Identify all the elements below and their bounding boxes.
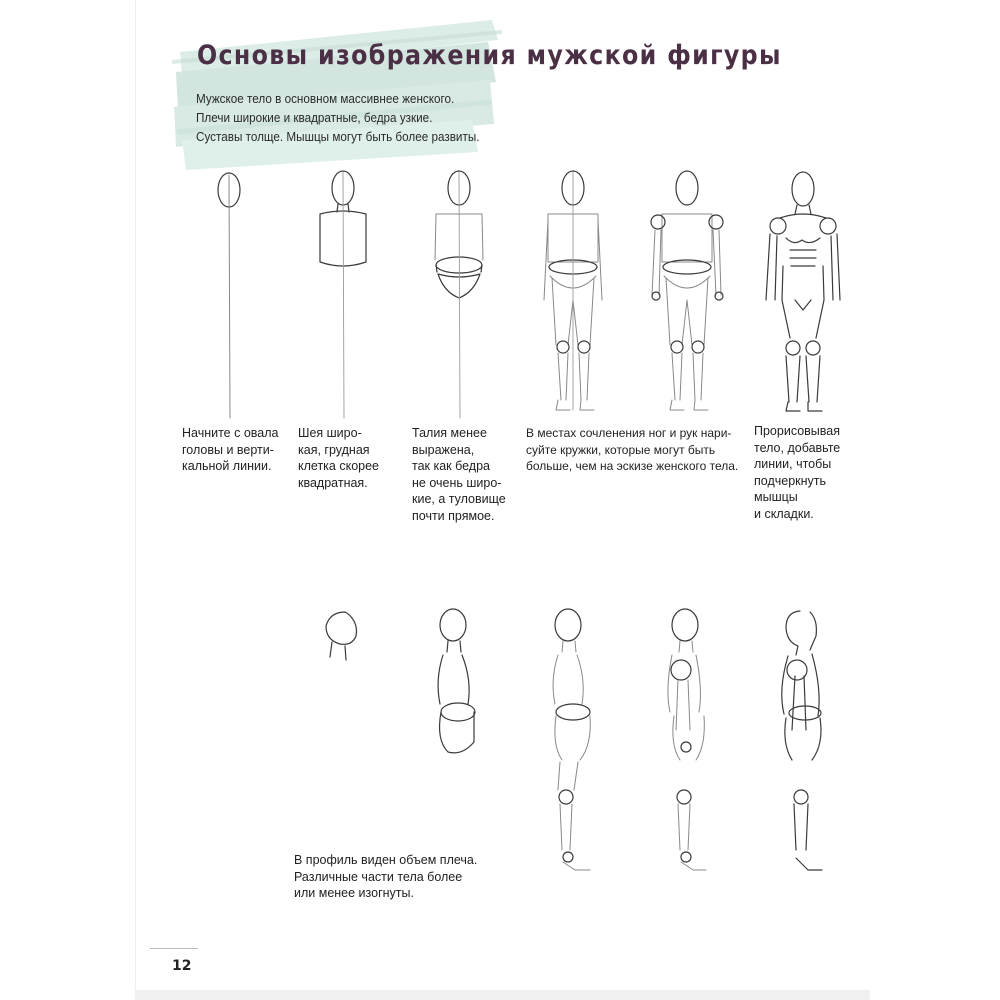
caption-line: Начните с овала xyxy=(182,426,279,440)
front-caption-4 xyxy=(526,425,738,475)
caption-line: не очень широ- xyxy=(412,475,502,490)
intro-line: Плечи широкие и квадратные, бедра узкие. xyxy=(196,110,433,125)
profile-caption xyxy=(294,852,477,902)
caption-line: Прорисовывая xyxy=(754,424,841,438)
profile-figure-step-4 xyxy=(668,609,706,870)
page-number: 12 xyxy=(172,958,192,974)
caption-line: Различные части тела более xyxy=(294,869,463,884)
caption-line: кая, грудная xyxy=(298,442,370,457)
caption-line: подчеркнуть xyxy=(754,473,827,488)
front-figure-step-2 xyxy=(320,171,366,418)
front-figure-step-4 xyxy=(544,171,602,410)
front-figure-step-6 xyxy=(766,172,840,411)
intro-line: Мужское тело в основном массивнее женского. xyxy=(196,91,455,106)
caption-line: тело, добавьте xyxy=(754,440,841,455)
caption-line: Шея широ- xyxy=(298,426,362,440)
caption-line: линии, чтобы xyxy=(754,457,832,471)
front-figure-step-1 xyxy=(218,173,240,418)
profile-figure-step-3 xyxy=(553,609,590,870)
caption-line: или менее изогнуты. xyxy=(294,886,414,900)
intro-line: Суставы толще. Мышцы могут быть более развиты. xyxy=(196,129,480,144)
caption-line: клетка скорее xyxy=(298,459,379,473)
front-caption-3 xyxy=(412,425,506,524)
caption-line: мышцы xyxy=(754,490,798,504)
caption-line: и складки. xyxy=(754,506,814,521)
caption-line: суйте кружки, которые могут быть xyxy=(526,442,716,457)
page-title: Основы изображения мужской фигуры xyxy=(197,40,782,71)
profile-figure-step-5 xyxy=(782,611,822,870)
caption-line: выражена, xyxy=(412,442,475,457)
front-figure-step-3 xyxy=(435,171,483,418)
front-caption-2 xyxy=(298,425,379,491)
profile-figure-step-1 xyxy=(326,612,357,660)
caption-line: больше, чем на эскизе женского тела. xyxy=(526,459,739,473)
caption-line: В местах сочленения ног и рук нари- xyxy=(526,426,732,440)
caption-line: так как бедра xyxy=(412,459,491,473)
profile-figure-step-2 xyxy=(438,609,475,753)
front-caption-5 xyxy=(754,423,840,522)
front-caption-1 xyxy=(182,425,278,475)
caption-line: квадратная. xyxy=(298,475,368,490)
caption-line: кие, а туловище xyxy=(412,492,506,506)
caption-line: почти прямое. xyxy=(412,508,495,523)
footer-rule xyxy=(150,948,198,949)
caption-line: кальной линии. xyxy=(182,459,272,473)
front-figure-step-5 xyxy=(651,171,723,410)
caption-line: В профиль виден объем плеча. xyxy=(294,853,478,867)
caption-line: головы и верти- xyxy=(182,442,274,457)
caption-line: Талия менее xyxy=(412,426,487,440)
